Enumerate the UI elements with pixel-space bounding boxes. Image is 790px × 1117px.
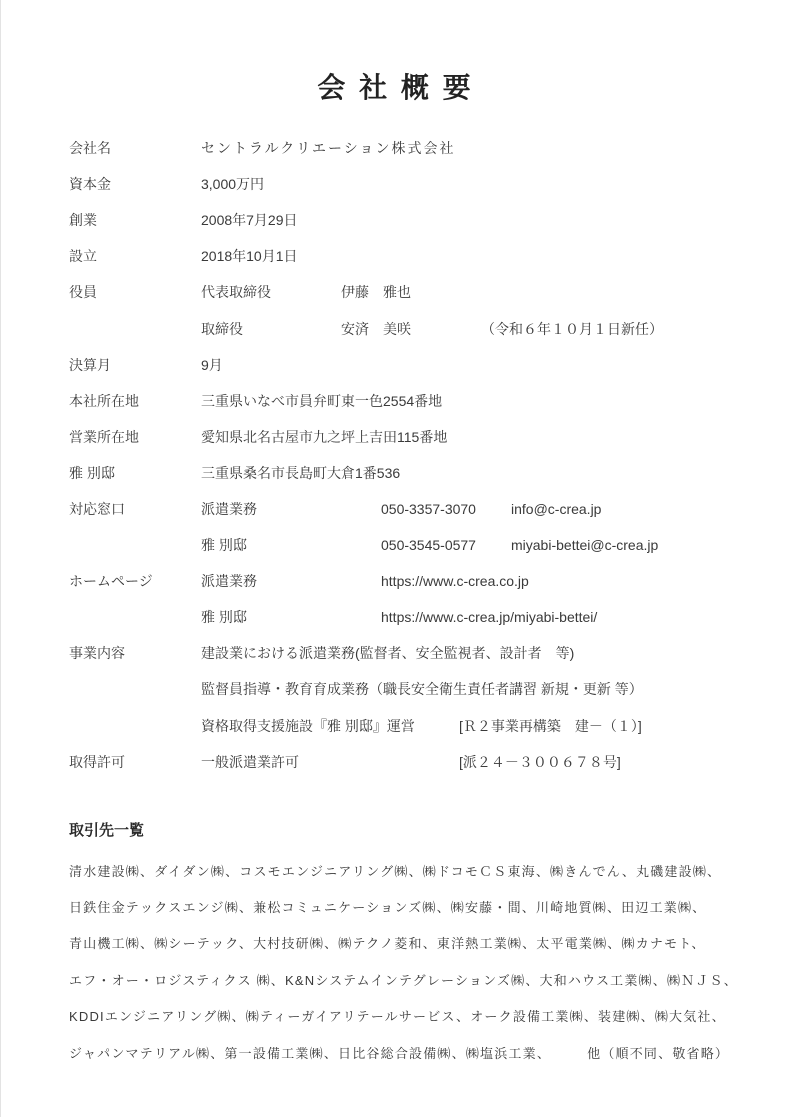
contact-service: 雅 別邸: [201, 537, 247, 554]
clients-line: 青山機工㈱、㈱シーテック、大村技研㈱、㈱テクノ菱和、東洋熱工業㈱、太平電業㈱、㈱カナモト、: [69, 936, 706, 952]
field-value: 9月: [201, 356, 223, 373]
field-value: 三重県いなべ市員弁町東一色2554番地: [201, 392, 443, 409]
clients-heading: 取引先一覧: [69, 822, 145, 839]
contact-phone: 050-3357-3070: [381, 500, 476, 517]
field-label: 資本金: [69, 176, 111, 193]
row-business-3: [1, 708, 790, 744]
clients-list: [69, 852, 760, 1070]
row-website-miyabi: [1, 599, 790, 635]
officer-note: （令和６年１０月１日新任）: [481, 320, 663, 337]
officer-name: 安済 美咲: [341, 320, 411, 337]
row-capital: [1, 166, 790, 202]
field-value: 三重県桑名市長島町大倉1番536: [201, 464, 401, 481]
row-contact-dispatch: [1, 491, 790, 527]
row-company-name: [1, 130, 790, 166]
row-founded: [1, 202, 790, 238]
company-profile-table: [1, 130, 790, 780]
business-reference: [Ｒ２事業再構築 建－（１）]: [459, 717, 642, 734]
clients-line: KDDIエンジニアリング㈱、㈱ティーガイアリテールサービス、オーク設備工業㈱、装建㈱、㈱大気社、: [69, 1009, 726, 1025]
field-label: 決算月: [69, 356, 111, 373]
row-established: [1, 238, 790, 274]
field-label: 会社名: [69, 140, 111, 157]
field-label: 役員: [69, 284, 97, 301]
row-miyabi-bettei-address: [1, 455, 790, 491]
row-business-1: [1, 635, 790, 671]
row-license: [1, 744, 790, 780]
contact-email: info@c-crea.jp: [511, 500, 602, 517]
contact-email: miyabi-bettei@c-crea.jp: [511, 537, 659, 554]
row-website-dispatch: [1, 563, 790, 599]
row-fiscal-month: [1, 347, 790, 383]
field-value: 2018年10月1日: [201, 248, 298, 265]
field-label: 事業内容: [69, 645, 125, 662]
website-url: https://www.c-crea.jp/miyabi-bettei/: [381, 609, 598, 626]
officer-role: 代表取締役: [201, 284, 271, 301]
field-label: 対応窓口: [69, 500, 125, 517]
clients-line: エフ・オー・ロジスティクス ㈱、K&Nシステムインテグレーションズ㈱、大和ハウス工業㈱、㈱ＮＪＳ、: [69, 972, 738, 988]
business-description: 建設業における派遣業務(監督者、安全監視者、設計者 等): [201, 645, 575, 662]
field-label: 本社所在地: [69, 392, 139, 409]
contact-phone: 050-3545-0577: [381, 537, 476, 554]
website-service: 派遣業務: [201, 573, 257, 590]
business-description: 監督員指導・教育育成業務（職長安全衛生責任者講習 新規・更新 等）: [201, 681, 643, 698]
field-label: 営業所在地: [69, 428, 139, 445]
officer-role: 取締役: [201, 320, 243, 337]
field-value: 愛知県北名古屋市九之坪上吉田115番地: [201, 428, 448, 445]
field-value: 2008年7月29日: [201, 212, 298, 229]
website-service: 雅 別邸: [201, 609, 247, 626]
field-label: 設立: [69, 248, 97, 265]
clients-line: 日鉄住金テックスエンジ㈱、兼松コミュニケーションズ㈱、㈱安藤・間、川崎地質㈱、田辺工業㈱、: [69, 900, 707, 916]
clients-line: ジャパンマテリアル㈱、第一設備工業㈱、日比谷総合設備㈱、㈱塩浜工業、 他（順不同、敬省略）: [69, 1045, 730, 1061]
officer-name: 伊藤 雅也: [341, 284, 411, 301]
website-url: https://www.c-crea.co.jp: [381, 573, 529, 590]
field-label: ホームページ: [69, 573, 153, 590]
field-value: セントラルクリエーション株式会社: [201, 140, 456, 157]
clients-line: 清水建設㈱、ダイダン㈱、コスモエンジニアリング㈱、㈱ドコモＣＳ東海、㈱きんでん、丸磯建設㈱、: [69, 863, 722, 879]
business-description: 資格取得支援施設『雅 別邸』運営: [201, 717, 415, 734]
row-business-2: [1, 671, 790, 707]
license-name: 一般派遣業許可: [201, 753, 299, 770]
row-officer-president: [1, 274, 790, 310]
contact-service: 派遣業務: [201, 500, 257, 517]
document-title: 会 社 概 要: [317, 72, 474, 103]
row-officer-director: [1, 310, 790, 346]
field-label: 創業: [69, 212, 97, 229]
field-value: 3,000万円: [201, 176, 265, 193]
row-branch-office-address: [1, 419, 790, 455]
license-number: [派２４－３００６７８号]: [459, 753, 621, 770]
field-label: 取得許可: [69, 753, 125, 770]
row-contact-miyabi: [1, 527, 790, 563]
field-label: 雅 別邸: [69, 464, 115, 481]
row-head-office-address: [1, 383, 790, 419]
